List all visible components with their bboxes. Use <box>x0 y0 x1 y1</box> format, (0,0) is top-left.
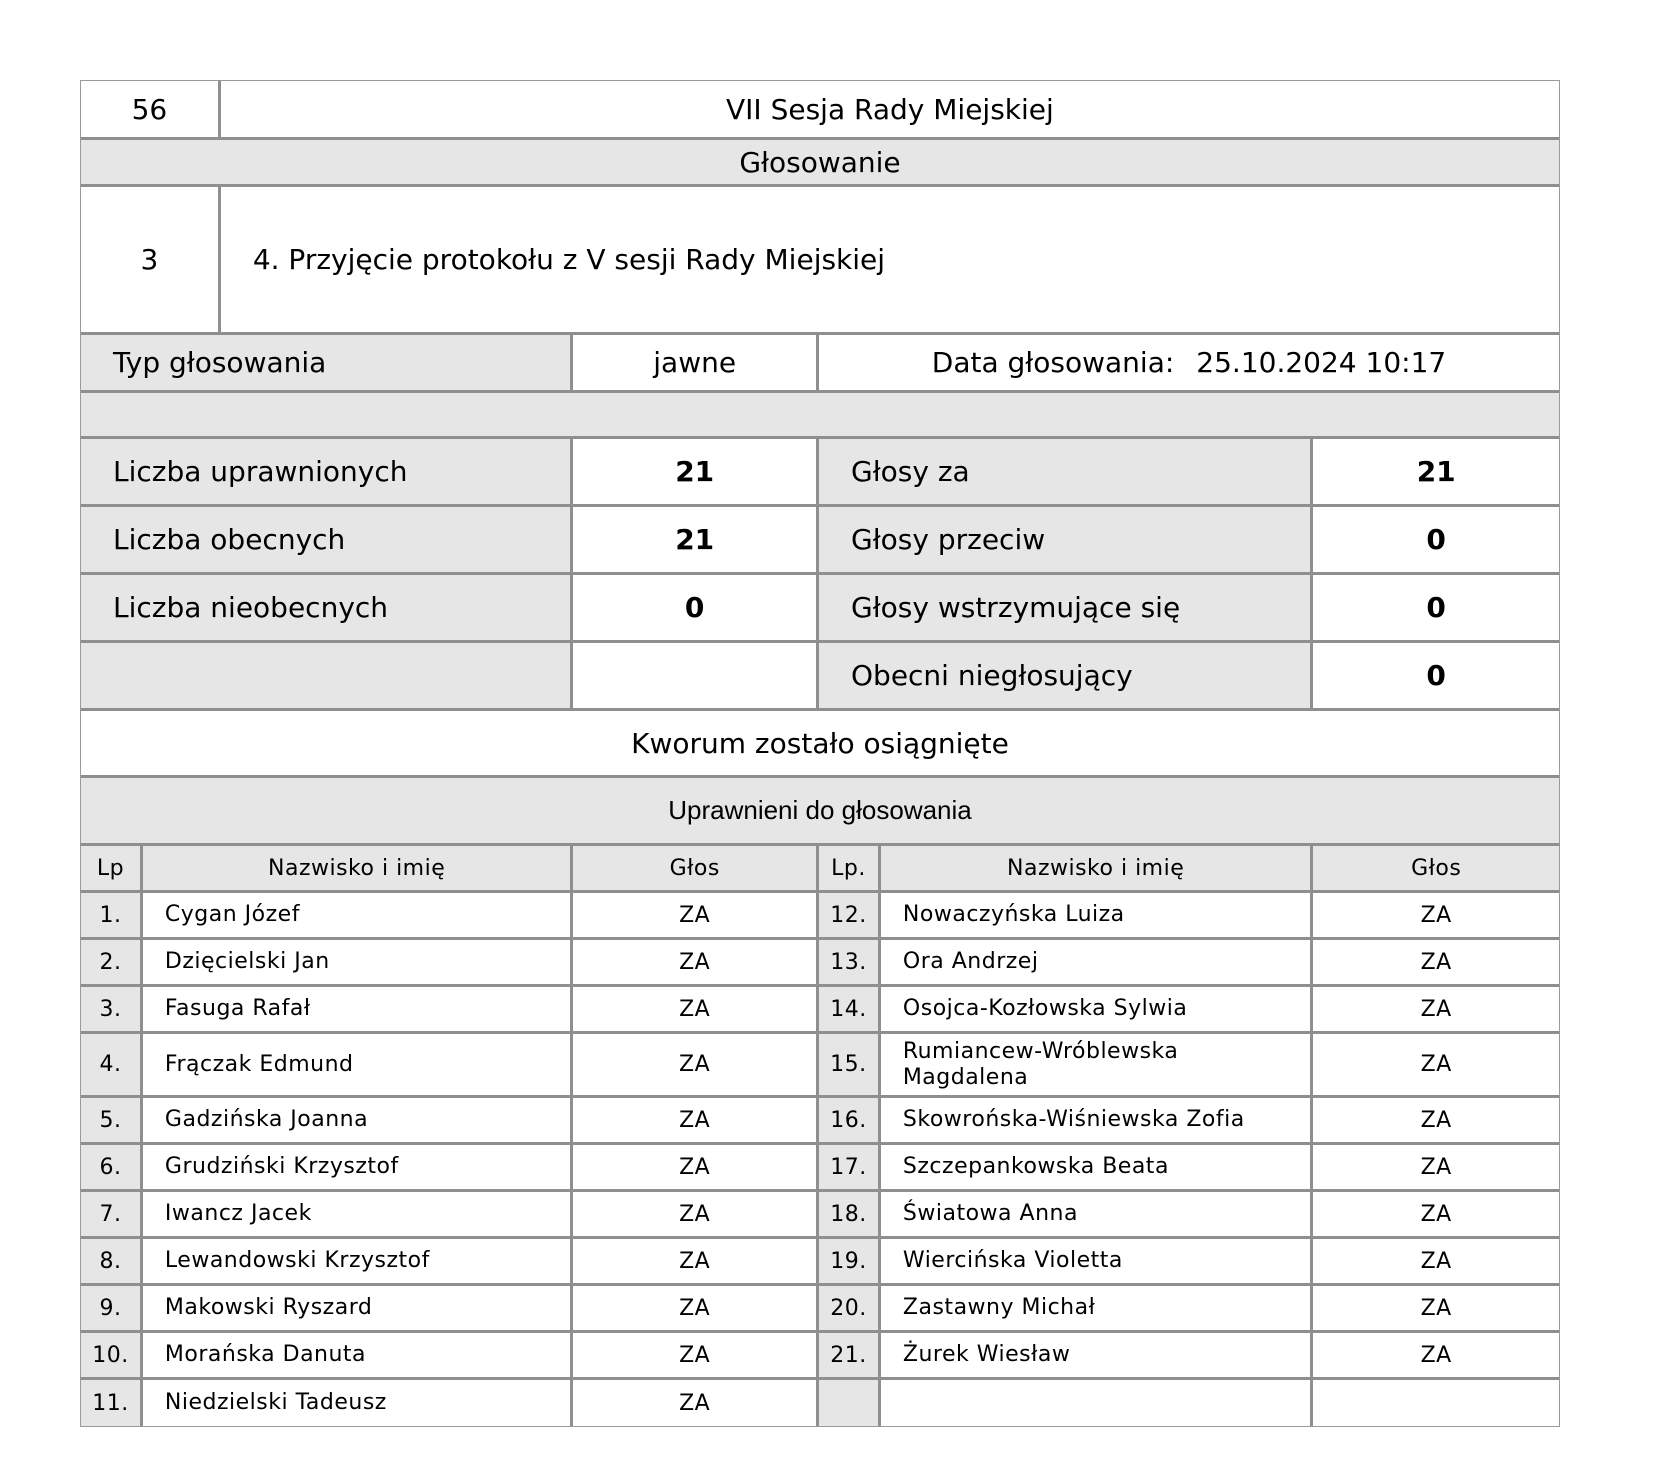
member-name: Grudziński Krzysztof <box>143 1145 573 1189</box>
column-header-vote: Głos <box>1411 855 1462 881</box>
row-number: 2. <box>81 940 143 984</box>
row-number: 20. <box>819 1286 881 1330</box>
member-name: Nowaczyńska Luiza <box>881 893 1313 937</box>
vote-date-value: 25.10.2024 10:17 <box>1196 346 1447 379</box>
member-name: Ora Andrzej <box>881 940 1313 984</box>
member-vote: ZA <box>1420 1342 1452 1368</box>
member-name: Wiercińska Violetta <box>881 1239 1313 1283</box>
member-vote: ZA <box>573 987 819 1031</box>
entitled-title: Uprawnieni do głosowania <box>668 795 972 825</box>
member-vote: ZA <box>1420 949 1452 975</box>
member-name: Makowski Ryszard <box>143 1286 573 1330</box>
member-vote: ZA <box>573 1380 819 1426</box>
member-vote: ZA <box>1420 1107 1452 1133</box>
column-header-lp: Lp. <box>819 846 881 890</box>
member-vote: ZA <box>1420 1295 1452 1321</box>
table-row <box>81 1286 1559 1333</box>
member-vote: ZA <box>573 893 819 937</box>
member-vote: ZA <box>1420 1201 1452 1227</box>
member-name: Cygan Józef <box>143 893 573 937</box>
voting-report <box>80 80 1560 1427</box>
member-vote: ZA <box>1420 996 1452 1022</box>
member-vote: ZA <box>573 1145 819 1189</box>
row-number: 14. <box>819 987 881 1031</box>
row-number: 15. <box>819 1034 881 1095</box>
vote-type-label: Typ głosowania <box>81 335 573 390</box>
member-name: Iwancz Jacek <box>143 1192 573 1236</box>
section-title-row <box>81 140 1559 187</box>
member-name: Światowa Anna <box>881 1192 1313 1236</box>
quorum-row <box>81 711 1559 778</box>
row-number: 13. <box>819 940 881 984</box>
member-vote: ZA <box>573 1333 819 1377</box>
row-number <box>819 1380 881 1426</box>
member-vote: ZA <box>573 1286 819 1330</box>
stat-label: Liczba obecnych <box>81 507 573 572</box>
stat-label: Głosy za <box>819 439 1313 504</box>
stat-value: 21 <box>573 439 819 504</box>
agenda-item-number: 3 <box>81 187 221 332</box>
table-row <box>81 1145 1559 1192</box>
column-header-lp: Lp <box>81 846 143 890</box>
row-number: 16. <box>819 1098 881 1142</box>
vote-date-label: Data głosowania: <box>931 346 1175 379</box>
session-number: 56 <box>81 81 221 137</box>
header-row <box>81 81 1559 140</box>
member-name: Szczepankowska Beata <box>881 1145 1313 1189</box>
member-vote: ZA <box>1420 1248 1452 1274</box>
row-number: 10. <box>81 1333 143 1377</box>
stat-value: 0 <box>1426 659 1446 692</box>
stat-value <box>573 643 819 708</box>
stats-row <box>81 507 1559 575</box>
member-name: Lewandowski Krzysztof <box>143 1239 573 1283</box>
row-number: 18. <box>819 1192 881 1236</box>
table-row <box>81 1034 1559 1098</box>
stat-value: 21 <box>573 507 819 572</box>
member-name: Morańska Danuta <box>143 1333 573 1377</box>
entitled-title-row <box>81 778 1559 846</box>
member-name: Zastawny Michał <box>881 1286 1313 1330</box>
row-number: 19. <box>819 1239 881 1283</box>
row-number: 21. <box>819 1333 881 1377</box>
member-name: Żurek Wiesław <box>881 1333 1313 1377</box>
member-vote: ZA <box>1420 902 1452 928</box>
agenda-item-row <box>81 187 1559 335</box>
column-header-vote: Głos <box>573 846 819 890</box>
member-vote: ZA <box>573 940 819 984</box>
row-number: 1. <box>81 893 143 937</box>
row-number: 12. <box>819 893 881 937</box>
row-number: 7. <box>81 1192 143 1236</box>
stats-row <box>81 439 1559 507</box>
section-title: Głosowanie <box>739 145 901 179</box>
table-row <box>81 987 1559 1034</box>
table-row <box>81 1239 1559 1286</box>
vote-meta-row <box>81 335 1559 393</box>
stat-label: Głosy wstrzymujące się <box>819 575 1313 640</box>
member-name: Rumiancew-Wróblewska Magdalena <box>881 1034 1314 1095</box>
stat-value: 0 <box>1426 591 1446 624</box>
spacer-row <box>81 393 1559 439</box>
member-name: Frączak Edmund <box>143 1034 573 1095</box>
table-header <box>81 846 1559 893</box>
stat-label: Głosy przeciw <box>819 507 1313 572</box>
table-row <box>81 1333 1559 1380</box>
column-header-name: Nazwisko i imię <box>881 846 1313 890</box>
member-name: Fasuga Rafał <box>143 987 573 1031</box>
table-row <box>81 1380 1559 1426</box>
member-vote: ZA <box>573 1239 819 1283</box>
row-number: 4. <box>81 1034 143 1095</box>
row-number: 17. <box>819 1145 881 1189</box>
member-name: Osojca-Kozłowska Sylwia <box>881 987 1313 1031</box>
table-row <box>81 893 1559 940</box>
member-vote: ZA <box>573 1098 819 1142</box>
member-name: Niedzielski Tadeusz <box>143 1380 573 1426</box>
quorum-status: Kworum zostało osiągnięte <box>631 726 1009 760</box>
vote-type-value: jawne <box>573 335 819 390</box>
agenda-item-title: 4. Przyjęcie protokołu z V sesji Rady Miejskiej <box>252 243 886 276</box>
member-vote: ZA <box>573 1034 819 1095</box>
stats-row <box>81 643 1559 711</box>
stats-row <box>81 575 1559 643</box>
stat-value: 0 <box>1426 523 1446 556</box>
vote-date <box>819 335 1559 390</box>
stat-label: Obecni niegłosujący <box>819 643 1313 708</box>
table-row <box>81 940 1559 987</box>
row-number: 8. <box>81 1239 143 1283</box>
stat-label <box>81 643 573 708</box>
row-number: 11. <box>81 1380 143 1426</box>
member-name <box>881 1380 1313 1426</box>
stat-value: 21 <box>1416 455 1456 488</box>
row-number: 3. <box>81 987 143 1031</box>
member-name: Gadzińska Joanna <box>143 1098 573 1142</box>
table-row <box>81 1192 1559 1239</box>
member-vote <box>1313 1380 1559 1426</box>
row-number: 9. <box>81 1286 143 1330</box>
member-vote: ZA <box>1420 1154 1452 1180</box>
member-vote: ZA <box>1420 1052 1452 1077</box>
column-header-name: Nazwisko i imię <box>143 846 573 890</box>
session-title: VII Sesja Rady Miejskiej <box>726 92 1054 126</box>
row-number: 5. <box>81 1098 143 1142</box>
member-vote: ZA <box>573 1192 819 1236</box>
row-number: 6. <box>81 1145 143 1189</box>
table-row <box>81 1098 1559 1145</box>
member-name: Dzięcielski Jan <box>143 940 573 984</box>
stat-label: Liczba uprawnionych <box>81 439 573 504</box>
member-name: Skowrońska-Wiśniewska Zofia <box>881 1098 1313 1142</box>
stat-label: Liczba nieobecnych <box>81 575 573 640</box>
stat-value: 0 <box>573 575 819 640</box>
